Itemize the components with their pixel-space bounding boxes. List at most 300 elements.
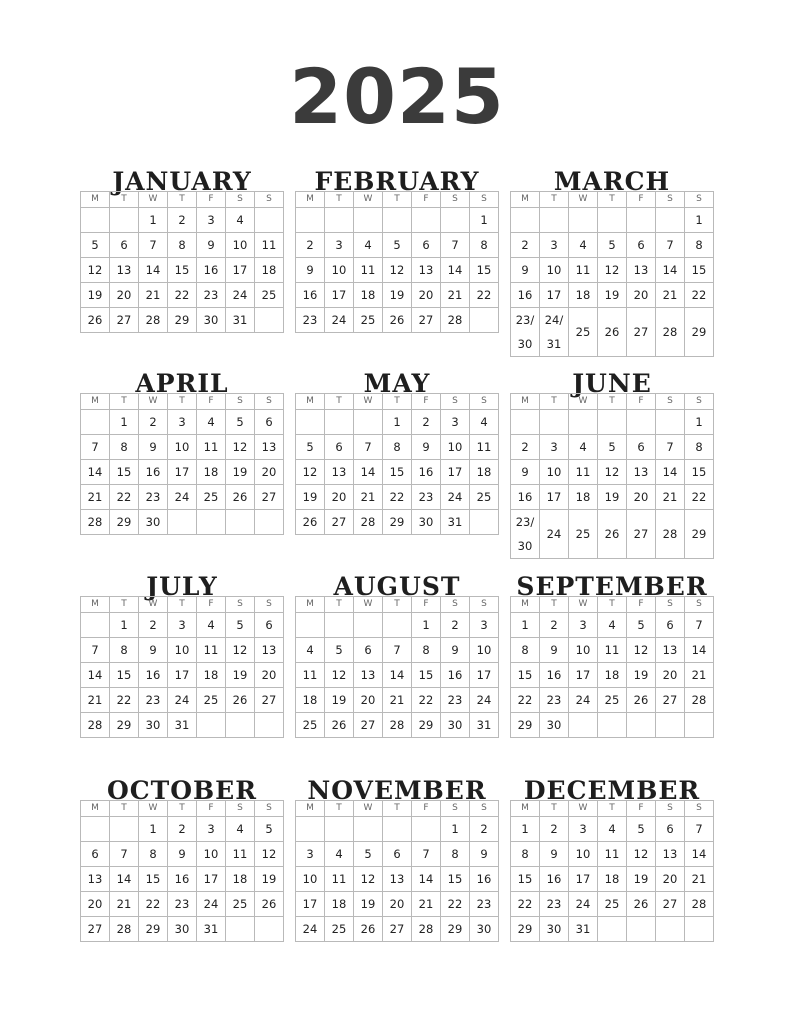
- weekday-label: F: [627, 192, 656, 208]
- empty-day-cell: [81, 410, 110, 435]
- weekday-label: M: [81, 192, 110, 208]
- day-cell: 29: [685, 308, 714, 357]
- day-cell: 6: [110, 233, 139, 258]
- weekday-label: T: [168, 394, 197, 410]
- weekday-label: F: [412, 597, 441, 613]
- weekday-label: S: [470, 597, 499, 613]
- weekday-label: W: [354, 394, 383, 410]
- weekday-label: W: [354, 801, 383, 817]
- empty-day-cell: [598, 917, 627, 942]
- weekday-label: S: [255, 394, 284, 410]
- day-cell: 16: [168, 867, 197, 892]
- weekday-label: F: [197, 597, 226, 613]
- day-cell: 24: [168, 485, 197, 510]
- weekday-header-row: [296, 192, 499, 208]
- week-row: [81, 510, 284, 535]
- week-row: [511, 510, 714, 559]
- day-cell: 28: [110, 917, 139, 942]
- month-name: MAY: [363, 369, 431, 398]
- month-table: [80, 393, 284, 535]
- day-cell: 30: [441, 713, 470, 738]
- week-row: [511, 308, 714, 357]
- empty-day-cell: [168, 510, 197, 535]
- weekday-label: T: [168, 801, 197, 817]
- weekday-label: M: [511, 192, 540, 208]
- day-cell: 29: [441, 917, 470, 942]
- month-august: [295, 570, 499, 742]
- day-cell: 22: [139, 892, 168, 917]
- weekday-label: S: [685, 597, 714, 613]
- day-cell: 1: [685, 208, 714, 233]
- month-december: [510, 774, 714, 946]
- week-row: [296, 258, 499, 283]
- day-cell: 31: [226, 308, 255, 333]
- day-cell: 1: [511, 817, 540, 842]
- day-cell: 14: [656, 460, 685, 485]
- week-row: [81, 283, 284, 308]
- day-cell: 28: [685, 892, 714, 917]
- day-cell: 6: [354, 638, 383, 663]
- day-cell: 3: [470, 613, 499, 638]
- day-cell: 9: [139, 638, 168, 663]
- empty-day-cell: [255, 510, 284, 535]
- week-row: [296, 638, 499, 663]
- weekday-label: M: [81, 394, 110, 410]
- day-cell: 19: [226, 460, 255, 485]
- day-cell: 1: [511, 613, 540, 638]
- day-cell: 26: [255, 892, 284, 917]
- week-row: [296, 510, 499, 535]
- day-cell: 6: [627, 435, 656, 460]
- day-cell: 22: [110, 485, 139, 510]
- day-cell: 18: [325, 892, 354, 917]
- weekday-label: T: [540, 394, 569, 410]
- weekday-header-row: [81, 394, 284, 410]
- week-row: [81, 308, 284, 333]
- day-cell: 4: [569, 233, 598, 258]
- day-cell: 5: [627, 817, 656, 842]
- day-cell: 14: [110, 867, 139, 892]
- day-cell: 3: [325, 233, 354, 258]
- day-cell: 17: [197, 867, 226, 892]
- day-cell: 29: [110, 510, 139, 535]
- day-cell: 17: [569, 663, 598, 688]
- weekday-label: W: [569, 192, 598, 208]
- day-cell: 24: [325, 308, 354, 333]
- empty-day-cell: [296, 613, 325, 638]
- day-cell: 9: [441, 638, 470, 663]
- day-cell: 9: [540, 842, 569, 867]
- week-row: [81, 638, 284, 663]
- weekday-label: M: [81, 801, 110, 817]
- day-cell: 31: [569, 917, 598, 942]
- day-cell: 8: [511, 842, 540, 867]
- day-cell: 19: [226, 663, 255, 688]
- empty-day-cell: [81, 613, 110, 638]
- day-cell: 26: [383, 308, 412, 333]
- empty-day-cell: [656, 917, 685, 942]
- empty-day-cell: [197, 713, 226, 738]
- day-cell: 15: [110, 663, 139, 688]
- weekday-header-row: [511, 192, 714, 208]
- day-cell: 8: [441, 842, 470, 867]
- empty-day-cell: [656, 208, 685, 233]
- weekday-label: T: [383, 801, 412, 817]
- day-cell: 11: [197, 638, 226, 663]
- day-cell: 29: [383, 510, 412, 535]
- weekday-label: S: [685, 801, 714, 817]
- day-cell: 11: [470, 435, 499, 460]
- day-cell: 10: [540, 460, 569, 485]
- day-cell: 18: [197, 460, 226, 485]
- day-cell: 23: [197, 283, 226, 308]
- month-name: SEPTEMBER: [516, 572, 708, 601]
- day-cell: 9: [412, 435, 441, 460]
- week-row: [81, 663, 284, 688]
- weekday-label: T: [168, 192, 197, 208]
- day-cell: 19: [598, 283, 627, 308]
- day-cell: 22: [511, 892, 540, 917]
- weekday-label: S: [656, 394, 685, 410]
- day-cell: 7: [656, 233, 685, 258]
- week-row: [511, 688, 714, 713]
- weekday-label: S: [656, 192, 685, 208]
- day-cell: 23: [139, 688, 168, 713]
- day-cell: 23: [296, 308, 325, 333]
- weekday-header-row: [296, 394, 499, 410]
- day-cell: 29: [110, 713, 139, 738]
- day-cell: 5: [226, 410, 255, 435]
- month-name: JULY: [146, 572, 218, 601]
- day-cell: 24: [197, 892, 226, 917]
- day-cell: 2: [470, 817, 499, 842]
- day-cell: 15: [685, 258, 714, 283]
- day-cell: 9: [511, 258, 540, 283]
- day-cell: 27: [255, 485, 284, 510]
- week-row: [296, 283, 499, 308]
- week-row: [296, 233, 499, 258]
- day-cell: 21: [685, 663, 714, 688]
- weekday-label: S: [441, 597, 470, 613]
- day-cell: 3: [540, 435, 569, 460]
- empty-day-cell: [354, 613, 383, 638]
- empty-day-cell: [383, 613, 412, 638]
- day-cell: 5: [255, 817, 284, 842]
- day-cell: 12: [255, 842, 284, 867]
- empty-day-cell: [325, 410, 354, 435]
- day-cell: 16: [197, 258, 226, 283]
- day-cell: 23: [470, 892, 499, 917]
- day-cell: 17: [540, 283, 569, 308]
- week-row: [511, 410, 714, 435]
- empty-day-cell: [540, 410, 569, 435]
- day-cell: 3: [168, 613, 197, 638]
- day-cell: 10: [441, 435, 470, 460]
- weekday-label: W: [569, 597, 598, 613]
- week-row: [511, 283, 714, 308]
- empty-day-cell: [110, 817, 139, 842]
- day-cell: 5: [296, 435, 325, 460]
- weekday-header-row: [511, 801, 714, 817]
- weekday-label: S: [656, 801, 685, 817]
- day-cell: 21: [81, 485, 110, 510]
- empty-day-cell: [255, 308, 284, 333]
- day-cell: 21: [441, 283, 470, 308]
- day-cell: 1: [470, 208, 499, 233]
- day-cell: 25: [569, 510, 598, 559]
- day-cell: 8: [685, 435, 714, 460]
- day-cell: 22: [412, 688, 441, 713]
- empty-day-cell: [354, 208, 383, 233]
- day-cell: 4: [226, 817, 255, 842]
- day-cell: 19: [325, 688, 354, 713]
- weekday-label: S: [226, 801, 255, 817]
- day-cell: 2: [168, 208, 197, 233]
- day-cell: 25: [296, 713, 325, 738]
- empty-day-cell: [255, 713, 284, 738]
- day-cell: 23: [540, 892, 569, 917]
- month-name: NOVEMBER: [307, 776, 487, 805]
- weekday-label: F: [197, 192, 226, 208]
- week-row: [296, 485, 499, 510]
- day-cell: 9: [470, 842, 499, 867]
- day-cell: 8: [685, 233, 714, 258]
- day-cell: 20: [627, 485, 656, 510]
- weekday-label: T: [383, 192, 412, 208]
- empty-day-cell: [296, 817, 325, 842]
- day-cell: 31: [197, 917, 226, 942]
- weekday-label: S: [685, 192, 714, 208]
- day-cell: 11: [598, 638, 627, 663]
- day-cell: 10: [226, 233, 255, 258]
- day-cell: 22: [685, 283, 714, 308]
- day-cell: 24: [168, 688, 197, 713]
- day-cell: 8: [511, 638, 540, 663]
- day-cell: 8: [470, 233, 499, 258]
- day-cell: 10: [325, 258, 354, 283]
- week-row: [296, 917, 499, 942]
- week-row: [511, 713, 714, 738]
- day-cell: 2: [139, 613, 168, 638]
- day-cell: 26: [226, 485, 255, 510]
- week-row: [81, 917, 284, 942]
- day-cell: 6: [656, 613, 685, 638]
- month-march: [510, 165, 714, 351]
- empty-day-cell: [296, 410, 325, 435]
- month-july: [80, 570, 284, 742]
- day-cell: 18: [226, 867, 255, 892]
- week-row: [296, 460, 499, 485]
- day-cell: 25: [325, 917, 354, 942]
- week-row: [511, 258, 714, 283]
- day-cell: 16: [139, 663, 168, 688]
- day-cell: 4: [226, 208, 255, 233]
- day-cell: 14: [81, 663, 110, 688]
- weekday-header-row: [296, 801, 499, 817]
- empty-day-cell: [325, 613, 354, 638]
- day-cell: 13: [627, 258, 656, 283]
- day-cell: 17: [168, 460, 197, 485]
- day-cell: 11: [325, 867, 354, 892]
- weekday-label: T: [325, 192, 354, 208]
- day-cell: 4: [197, 410, 226, 435]
- weekday-label: W: [139, 192, 168, 208]
- month-table: [295, 596, 499, 738]
- weekday-label: F: [412, 192, 441, 208]
- day-cell: 10: [569, 842, 598, 867]
- day-cell: 24: [226, 283, 255, 308]
- weekday-label: M: [296, 801, 325, 817]
- month-table: [80, 800, 284, 942]
- day-cell: 24: [470, 688, 499, 713]
- weekday-label: T: [598, 192, 627, 208]
- day-cell: 2: [441, 613, 470, 638]
- day-cell: 3: [197, 817, 226, 842]
- day-cell: 30: [540, 917, 569, 942]
- weekday-label: S: [255, 192, 284, 208]
- empty-day-cell: [383, 817, 412, 842]
- day-cell: 3: [569, 817, 598, 842]
- day-cell: 12: [627, 842, 656, 867]
- day-cell: 12: [354, 867, 383, 892]
- day-cell: 15: [685, 460, 714, 485]
- day-cell: 28: [441, 308, 470, 333]
- day-cell: 3: [296, 842, 325, 867]
- day-cell: 18: [255, 258, 284, 283]
- day-cell: 24/ 31: [540, 308, 569, 357]
- day-cell: 16: [441, 663, 470, 688]
- day-cell: 22: [470, 283, 499, 308]
- month-table: [510, 596, 714, 738]
- day-cell: 27: [81, 917, 110, 942]
- week-row: [511, 917, 714, 942]
- day-cell: 20: [110, 283, 139, 308]
- day-cell: 1: [412, 613, 441, 638]
- day-cell: 26: [627, 688, 656, 713]
- day-cell: 21: [412, 892, 441, 917]
- day-cell: 2: [511, 435, 540, 460]
- week-row: [296, 208, 499, 233]
- day-cell: 13: [656, 842, 685, 867]
- month-table: [80, 191, 284, 333]
- day-cell: 9: [511, 460, 540, 485]
- day-cell: 6: [81, 842, 110, 867]
- day-cell: 25: [255, 283, 284, 308]
- day-cell: 1: [139, 208, 168, 233]
- weekday-label: T: [540, 801, 569, 817]
- day-cell: 17: [540, 485, 569, 510]
- day-cell: 8: [168, 233, 197, 258]
- day-cell: 15: [110, 460, 139, 485]
- week-row: [81, 485, 284, 510]
- day-cell: 1: [139, 817, 168, 842]
- empty-day-cell: [296, 208, 325, 233]
- day-cell: 31: [470, 713, 499, 738]
- day-cell: 24: [540, 510, 569, 559]
- weekday-label: S: [226, 192, 255, 208]
- empty-day-cell: [627, 208, 656, 233]
- day-cell: 5: [383, 233, 412, 258]
- day-cell: 1: [685, 410, 714, 435]
- day-cell: 20: [656, 867, 685, 892]
- day-cell: 15: [441, 867, 470, 892]
- day-cell: 6: [383, 842, 412, 867]
- day-cell: 15: [511, 867, 540, 892]
- month-october: [80, 774, 284, 946]
- weekday-label: S: [470, 192, 499, 208]
- weekday-label: W: [354, 597, 383, 613]
- week-row: [81, 892, 284, 917]
- day-cell: 8: [412, 638, 441, 663]
- day-cell: 27: [412, 308, 441, 333]
- day-cell: 5: [226, 613, 255, 638]
- day-cell: 16: [540, 867, 569, 892]
- day-cell: 30: [168, 917, 197, 942]
- day-cell: 17: [168, 663, 197, 688]
- day-cell: 3: [540, 233, 569, 258]
- day-cell: 30: [139, 713, 168, 738]
- day-cell: 1: [383, 410, 412, 435]
- day-cell: 13: [627, 460, 656, 485]
- week-row: [511, 460, 714, 485]
- weekday-label: T: [110, 801, 139, 817]
- day-cell: 26: [296, 510, 325, 535]
- day-cell: 18: [470, 460, 499, 485]
- month-table: [510, 800, 714, 942]
- day-cell: 16: [412, 460, 441, 485]
- day-cell: 2: [168, 817, 197, 842]
- day-cell: 18: [354, 283, 383, 308]
- week-row: [81, 410, 284, 435]
- day-cell: 13: [325, 460, 354, 485]
- weekday-label: M: [296, 597, 325, 613]
- day-cell: 17: [569, 867, 598, 892]
- day-cell: 18: [598, 867, 627, 892]
- week-row: [81, 713, 284, 738]
- weekday-label: T: [598, 394, 627, 410]
- empty-day-cell: [81, 208, 110, 233]
- day-cell: 13: [81, 867, 110, 892]
- weekday-label: T: [110, 192, 139, 208]
- empty-day-cell: [685, 917, 714, 942]
- day-cell: 20: [627, 283, 656, 308]
- month-table: [510, 393, 714, 559]
- day-cell: 7: [685, 817, 714, 842]
- day-cell: 13: [354, 663, 383, 688]
- day-cell: 21: [656, 485, 685, 510]
- month-table: [295, 800, 499, 942]
- empty-day-cell: [354, 410, 383, 435]
- week-row: [296, 817, 499, 842]
- day-cell: 2: [511, 233, 540, 258]
- day-cell: 9: [540, 638, 569, 663]
- day-cell: 7: [81, 638, 110, 663]
- day-cell: 7: [139, 233, 168, 258]
- day-cell: 16: [511, 283, 540, 308]
- day-cell: 19: [627, 867, 656, 892]
- day-cell: 31: [441, 510, 470, 535]
- weekday-header-row: [81, 801, 284, 817]
- empty-day-cell: [441, 208, 470, 233]
- empty-day-cell: [412, 208, 441, 233]
- day-cell: 19: [598, 485, 627, 510]
- day-cell: 17: [226, 258, 255, 283]
- day-cell: 27: [255, 688, 284, 713]
- day-cell: 27: [110, 308, 139, 333]
- day-cell: 20: [255, 663, 284, 688]
- day-cell: 7: [412, 842, 441, 867]
- week-row: [81, 613, 284, 638]
